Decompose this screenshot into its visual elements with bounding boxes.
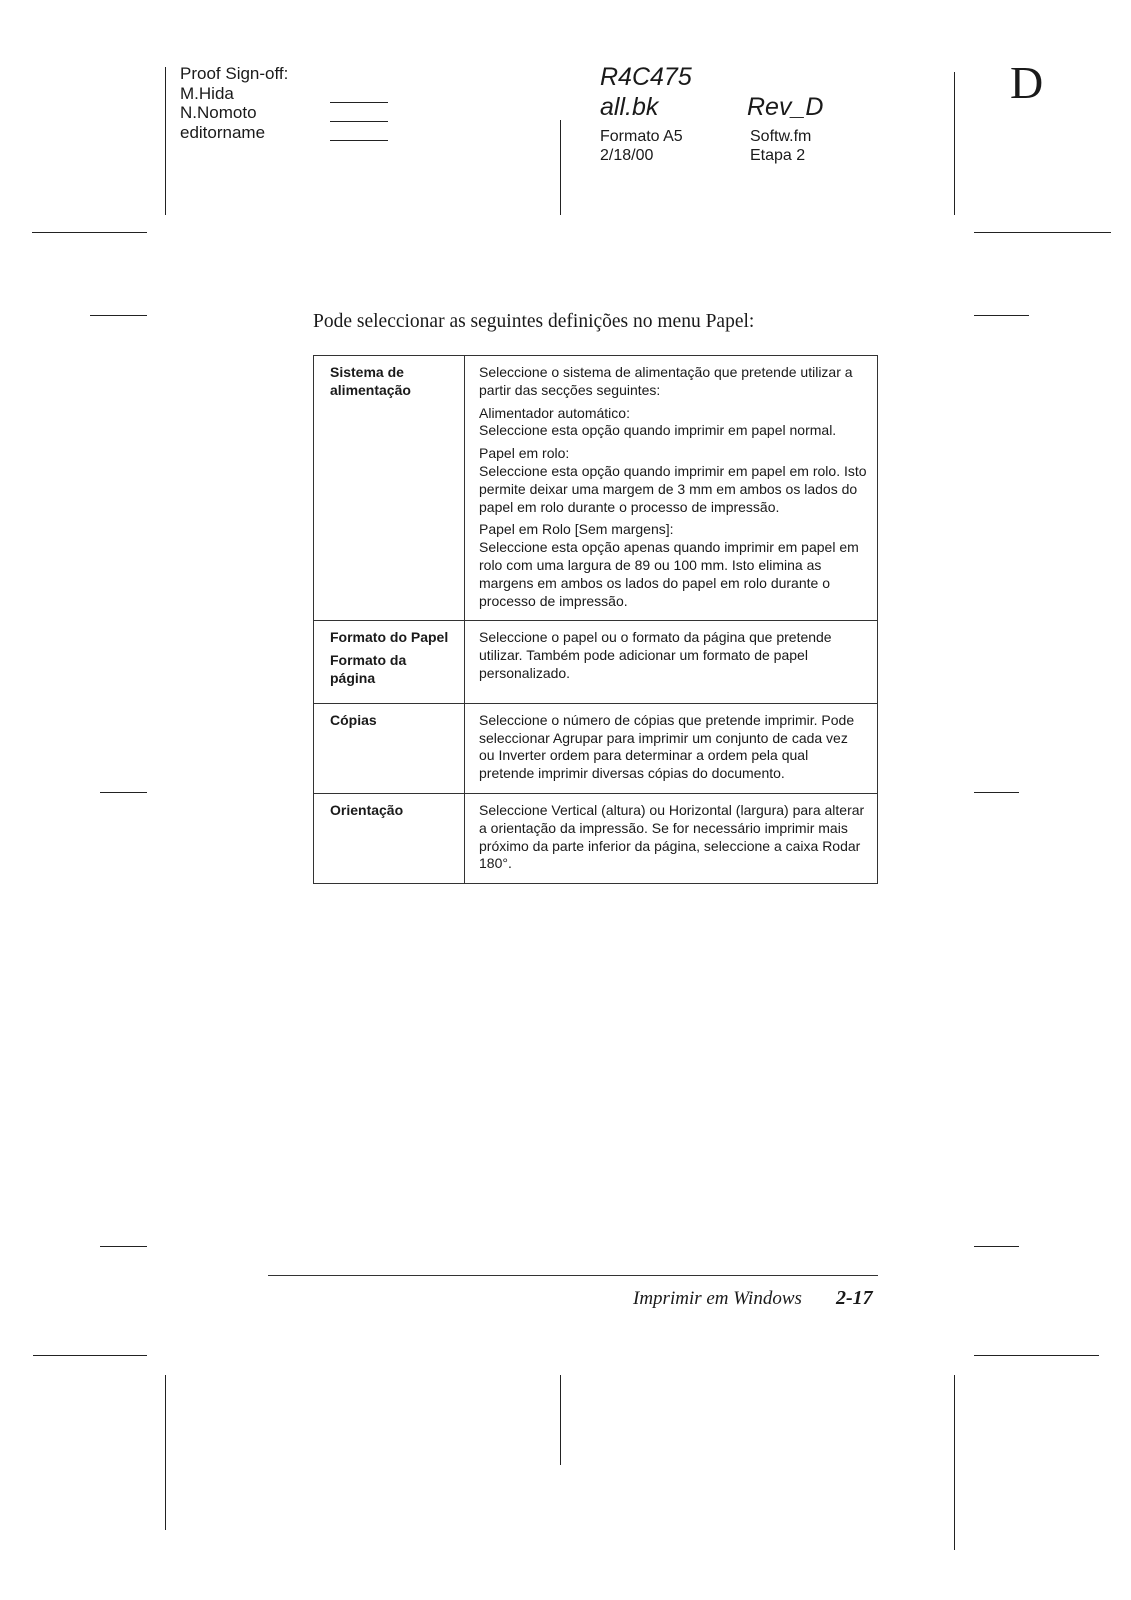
setting-name-cell	[314, 621, 465, 703]
crop-mark	[32, 232, 147, 233]
source-file-label: Softw.fm	[750, 128, 812, 145]
crop-mark	[560, 1375, 561, 1465]
table-row	[314, 703, 878, 793]
proof-label: Proof Sign-off:	[180, 64, 289, 83]
signature-line	[330, 121, 388, 122]
setting-name: Orientação	[330, 801, 404, 818]
settings-table-body	[314, 356, 878, 884]
setting-description: Seleccione Vertical (altura) ou Horizontal (largura) para alterar a orientação da impressão. Se for necessário imprimir mais próximo da parte inferior da página, seleccione a caixa Rodar 180°.	[479, 801, 865, 872]
crop-mark	[954, 72, 955, 215]
crop-mark	[100, 792, 147, 793]
footer-chapter-title: Imprimir em Windows	[633, 1288, 802, 1309]
setting-name: Sistema de alimentação	[330, 364, 411, 398]
crop-mark	[165, 67, 166, 215]
crop-mark	[560, 120, 561, 215]
setting-name-cell	[314, 356, 465, 621]
page-number: 2-17	[836, 1287, 873, 1309]
table-row	[314, 356, 878, 621]
signature-line	[330, 102, 388, 103]
setting-description-cell	[465, 703, 878, 793]
setting-description: Papel em rolo: Seleccione esta opção quando imprimir em papel em rolo. Isto permite deixar uma margem de 3 mm em ambos os lados do papel em rolo durante o processo de impressão.	[479, 445, 867, 515]
table-row	[314, 793, 878, 883]
format-label: Formato A5	[600, 128, 683, 145]
setting-description: Seleccione o sistema de alimentação que pretende utilizar a partir das secções seguintes:	[479, 364, 853, 398]
book-file: all.bk	[600, 93, 659, 121]
proof-signoff-block	[180, 64, 288, 142]
setting-description: Seleccione o número de cópias que pretende imprimir. Pode seleccionar Agrupar para imprimir um conjunto de cada vez ou Inverter ordem para determinar a ordem pela qual pretende imprimir diversas cópias do documento.	[479, 711, 855, 782]
signer-name: editorname	[180, 122, 266, 142]
setting-name: Formato da página	[330, 652, 407, 686]
setting-description-cell	[465, 621, 878, 703]
setting-name-cell	[314, 703, 465, 793]
setting-description: Papel em Rolo [Sem margens]: Seleccione esta opção apenas quando imprimir em papel em rolo com uma largura de 89 ou 100 mm. Isto elimina as margens em ambos os lados do papel em rolo durante o processo de impressão.	[479, 521, 859, 609]
setting-description-cell	[465, 356, 878, 621]
setting-name: Formato do Papel	[330, 629, 449, 646]
crop-mark	[165, 1375, 166, 1530]
job-code: R4C475	[600, 63, 692, 91]
language-letter: D	[1010, 57, 1044, 108]
crop-mark	[33, 1355, 147, 1356]
footer-rule	[268, 1275, 878, 1276]
setting-name-cell	[314, 793, 465, 883]
crop-mark	[974, 315, 1029, 316]
signer-name: M.Hida	[180, 83, 234, 103]
crop-mark	[974, 232, 1111, 233]
signature-line	[330, 140, 388, 141]
stage-label: Etapa 2	[750, 147, 806, 164]
date-label: 2/18/00	[600, 147, 654, 164]
crop-mark	[90, 315, 147, 316]
signer-name: N.Nomoto	[180, 103, 257, 122]
setting-name: Cópias	[330, 711, 377, 728]
intro-paragraph: Pode seleccionar as seguintes definições no menu Papel:	[313, 311, 755, 332]
setting-description: Alimentador automático: Seleccione esta opção quando imprimir em papel normal.	[479, 404, 837, 439]
table-row	[314, 621, 878, 703]
revision-label: Rev_D	[747, 93, 824, 121]
crop-mark	[974, 1355, 1099, 1356]
setting-description: Seleccione o papel ou o formato da página que pretende utilizar. Também pode adicionar um formato de papel personalizado.	[479, 629, 832, 681]
setting-description-cell	[465, 793, 878, 883]
crop-mark	[954, 1375, 955, 1550]
crop-mark	[974, 1246, 1019, 1247]
crop-mark	[974, 792, 1019, 793]
settings-table	[313, 355, 878, 884]
crop-mark	[100, 1246, 147, 1247]
